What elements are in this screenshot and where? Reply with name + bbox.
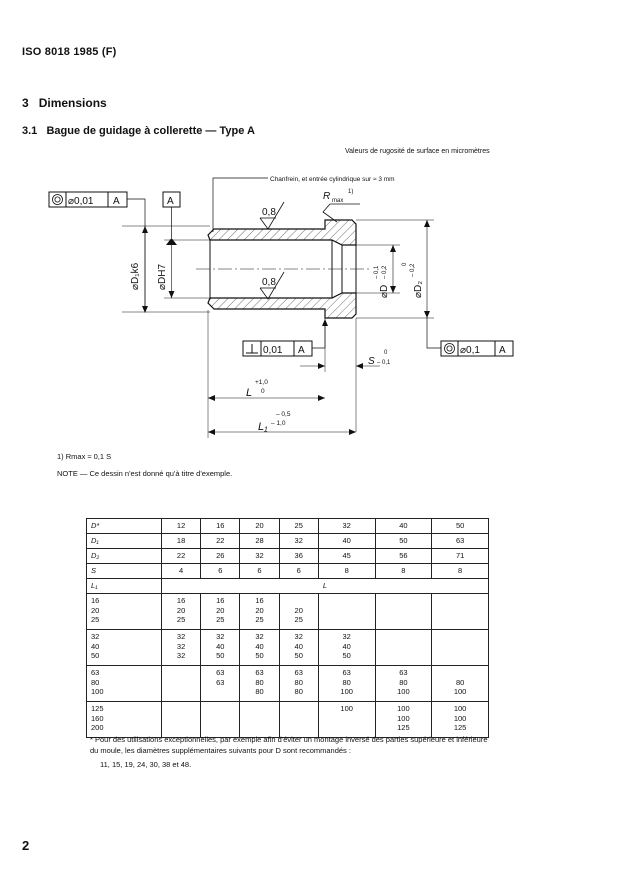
subsection-title: Bague de guidage à collerette — Type A: [46, 125, 255, 137]
section-title: Dimensions: [38, 96, 107, 110]
l-values: [318, 594, 375, 630]
table-cell: 22: [201, 534, 240, 549]
svg-text:+1,0: +1,0: [255, 379, 268, 386]
perpendicularity-frame: [243, 319, 328, 356]
svg-text:⌀D: ⌀D: [379, 284, 390, 298]
table-cell: 40: [318, 534, 375, 549]
l-values: 32 40 50: [201, 630, 240, 666]
l-values: 63 80 80: [240, 666, 279, 702]
table-row-group: [87, 666, 489, 702]
svg-text:– 0,2: – 0,2: [382, 265, 388, 279]
l1-values: 16 20 25: [87, 594, 162, 630]
l1-values: 63 80 100: [87, 666, 162, 702]
l-values: 16 20 25: [240, 594, 279, 630]
table-row-d: [87, 519, 489, 534]
row-label: D*: [87, 519, 162, 534]
svg-text:0: 0: [261, 388, 265, 395]
dimension-l: [208, 310, 325, 438]
l-values: [162, 702, 201, 738]
l-column-label: L: [162, 579, 489, 594]
row-label: D₁: [87, 534, 162, 549]
table-row-group: [87, 630, 489, 666]
concentricity-frame: [49, 192, 148, 313]
l-values: [375, 630, 432, 666]
svg-text:⌀D₂: ⌀D₂: [413, 280, 424, 298]
table-cell: 6: [240, 564, 279, 579]
svg-text:⌀D₁k6: ⌀D₁k6: [130, 262, 141, 290]
l-values: [201, 702, 240, 738]
row-label: S: [87, 564, 162, 579]
table-cell: 18: [162, 534, 201, 549]
drawing-note: NOTE — Ce dessin n'est donné qu'à titre d'exemple.: [57, 469, 233, 478]
datum-a-box: [163, 192, 180, 245]
table-row-l1-heading: [87, 579, 489, 594]
l-values: 32 40 50: [279, 630, 318, 666]
l-values: 100 100 125: [432, 702, 489, 738]
svg-text:R: R: [323, 191, 331, 202]
table-row-s: [87, 564, 489, 579]
svg-text:A: A: [113, 196, 120, 207]
roughness-caption: Valeurs de rugosité de surface en micromètres: [345, 148, 490, 155]
table-cell: 22: [162, 549, 201, 564]
l1-values: 125 160 200: [87, 702, 162, 738]
svg-text:1): 1): [348, 189, 354, 195]
svg-text:S: S: [368, 356, 375, 367]
svg-text:Chanfrein, et entrée cylindriq: Chanfrein, et entrée cylindrique sur ≈ 3 mm: [270, 176, 395, 183]
table-cell: 45: [318, 549, 375, 564]
l-values: [375, 594, 432, 630]
svg-text:– 0,1: – 0,1: [377, 360, 391, 366]
l-values: 20 25: [279, 594, 318, 630]
table-cell: 32: [279, 534, 318, 549]
svg-text:A: A: [298, 345, 305, 356]
table-cell: 71: [432, 549, 489, 564]
l-values: [432, 594, 489, 630]
subsection-number: 3.1: [22, 125, 38, 137]
footnote-star: * Pour des utilisations exceptionnelles, par exemple afin d'éviter un montage inversé des parties supérieure et inférieure du moule, les diamètres supplémentaires suivants pour D sont recommandés :: [90, 735, 488, 755]
row-label: D₂: [87, 549, 162, 564]
svg-text:max: max: [332, 198, 344, 204]
svg-text:A: A: [167, 196, 174, 207]
l-values: 100 100 125: [375, 702, 432, 738]
l1-values: 32 40 50: [87, 630, 162, 666]
l-values: 32 32 32: [162, 630, 201, 666]
footnote-rmax: 1) Rmax ≈ 0,1 S: [57, 452, 112, 461]
runout-frame: [427, 318, 513, 356]
svg-text:⌀0,01: ⌀0,01: [68, 196, 94, 207]
table-cell: 12: [162, 519, 201, 534]
table-cell: 26: [201, 549, 240, 564]
svg-text:⌀0,1: ⌀0,1: [460, 345, 480, 356]
table-cell: 6: [279, 564, 318, 579]
table-cell: 40: [375, 519, 432, 534]
roughness-symbol-outer: [260, 202, 284, 229]
table-cell: 6: [201, 564, 240, 579]
l-values: 63 63: [201, 666, 240, 702]
table-cell: 50: [432, 519, 489, 534]
table-cell: 8: [432, 564, 489, 579]
l-values: 32 40 50: [318, 630, 375, 666]
svg-text:0: 0: [402, 262, 408, 266]
l-values: 63 80 100: [318, 666, 375, 702]
table-cell: 56: [375, 549, 432, 564]
table-cell: 8: [318, 564, 375, 579]
table-cell: 8: [375, 564, 432, 579]
svg-text:L₁: L₁: [258, 421, 268, 433]
table-row-group: [87, 702, 489, 738]
l-values: 100: [318, 702, 375, 738]
table-cell: 28: [240, 534, 279, 549]
table-row-d2: [87, 549, 489, 564]
document-header: ISO 8018 1985 (F): [22, 46, 117, 58]
svg-text:0,01: 0,01: [263, 345, 283, 356]
page-number: 2: [22, 838, 30, 853]
dimension-l1: [208, 411, 356, 435]
svg-text:– 0,5: – 0,5: [276, 411, 291, 418]
table-cell: 32: [240, 549, 279, 564]
svg-text:0: 0: [384, 350, 388, 356]
l-values: [279, 702, 318, 738]
table-cell: 20: [240, 519, 279, 534]
dimensions-table: [86, 518, 489, 738]
table-cell: 4: [162, 564, 201, 579]
l-values: 63 80 80: [279, 666, 318, 702]
l-values: 16 20 25: [201, 594, 240, 630]
roughness-symbol-bore: [260, 272, 284, 299]
chamfer-note: [213, 176, 395, 232]
svg-text:– 1,0: – 1,0: [271, 420, 286, 427]
l-values: [432, 630, 489, 666]
table-cell: 50: [375, 534, 432, 549]
l-values: 80 100: [432, 666, 489, 702]
svg-text:⌀DH7: ⌀DH7: [157, 263, 168, 290]
table-cell: 63: [432, 534, 489, 549]
l-values: 16 20 25: [162, 594, 201, 630]
svg-text:L: L: [246, 387, 253, 399]
svg-text:0,8: 0,8: [262, 207, 276, 218]
l-values: 63 80 100: [375, 666, 432, 702]
table-cell: 16: [201, 519, 240, 534]
section-number: 3: [22, 96, 29, 110]
l-values: [162, 666, 201, 702]
footnote-diameter-list: 11, 15, 19, 24, 30, 38 et 48.: [100, 760, 192, 769]
dimension-d-counterbore: [356, 245, 400, 298]
l1-column-label: L₁: [87, 579, 162, 594]
svg-text:– 0,1: – 0,1: [374, 265, 380, 279]
table-cell: 32: [318, 519, 375, 534]
svg-text:– 0,2: – 0,2: [410, 263, 416, 277]
table-row-d1: [87, 534, 489, 549]
table-cell: 36: [279, 549, 318, 564]
table-row-group: [87, 594, 489, 630]
rmax-annotation: [323, 189, 360, 222]
l-values: 32 40 50: [240, 630, 279, 666]
table-cell: 25: [279, 519, 318, 534]
svg-text:0,8: 0,8: [262, 277, 276, 288]
l-values: [240, 702, 279, 738]
svg-text:A: A: [499, 345, 506, 356]
dimension-s: [300, 318, 391, 432]
